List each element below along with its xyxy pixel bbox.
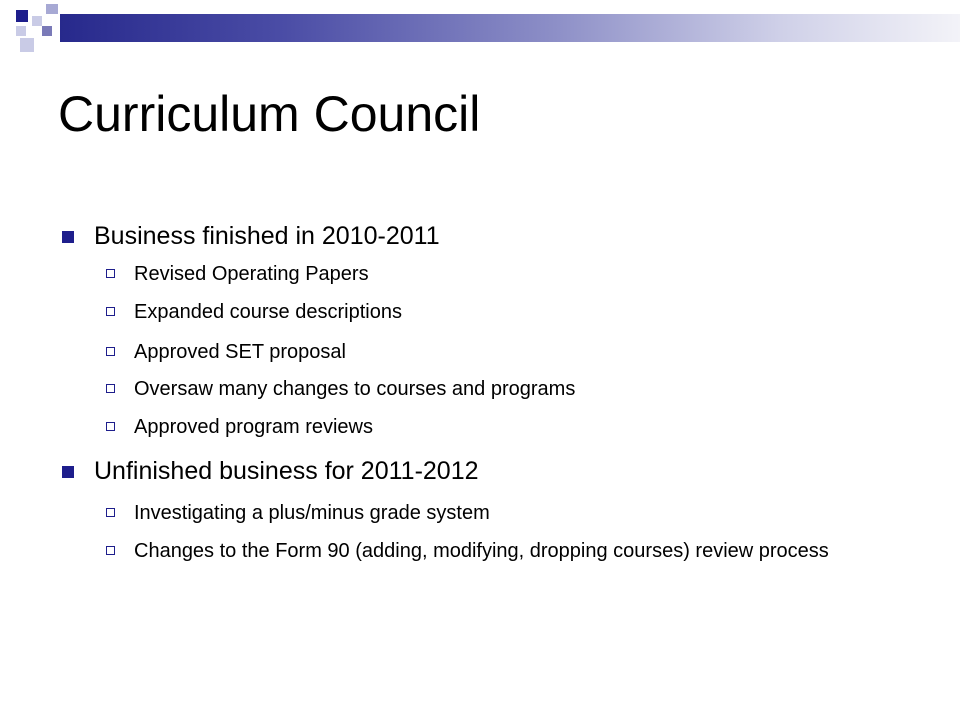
bullet-level1 — [94, 221, 440, 251]
bullet-level2 — [134, 262, 934, 286]
section-heading: Business finished in 2010-2011 — [94, 222, 440, 250]
hollow-square-icon — [106, 384, 115, 393]
hollow-square-icon — [106, 508, 115, 517]
list-item: Approved program reviews — [134, 416, 373, 438]
section-heading: Unfinished business for 2011-2012 — [94, 457, 479, 485]
hollow-square-icon — [106, 269, 115, 278]
bullet-level2 — [134, 340, 934, 364]
list-item: Approved SET proposal — [134, 341, 346, 363]
filled-square-icon — [62, 466, 74, 478]
list-item: Changes to the Form 90 (adding, modifying, dropping courses) review process — [134, 540, 829, 562]
bullet-level2 — [134, 539, 894, 563]
hollow-square-icon — [106, 347, 115, 356]
filled-square-icon — [62, 231, 74, 243]
hollow-square-icon — [106, 307, 115, 316]
bullet-level2 — [134, 377, 934, 401]
list-item: Expanded course descriptions — [134, 301, 402, 323]
slide-title: Curriculum Council — [58, 86, 481, 142]
hollow-square-icon — [106, 422, 115, 431]
bullet-level2 — [134, 300, 934, 324]
bullet-level2 — [134, 501, 934, 525]
hollow-square-icon — [106, 546, 115, 555]
list-item: Investigating a plus/minus grade system — [134, 502, 490, 524]
bullet-level1 — [94, 456, 479, 486]
list-item: Oversaw many changes to courses and programs — [134, 378, 576, 400]
list-item: Revised Operating Papers — [134, 263, 369, 285]
bullet-level2 — [134, 415, 934, 439]
